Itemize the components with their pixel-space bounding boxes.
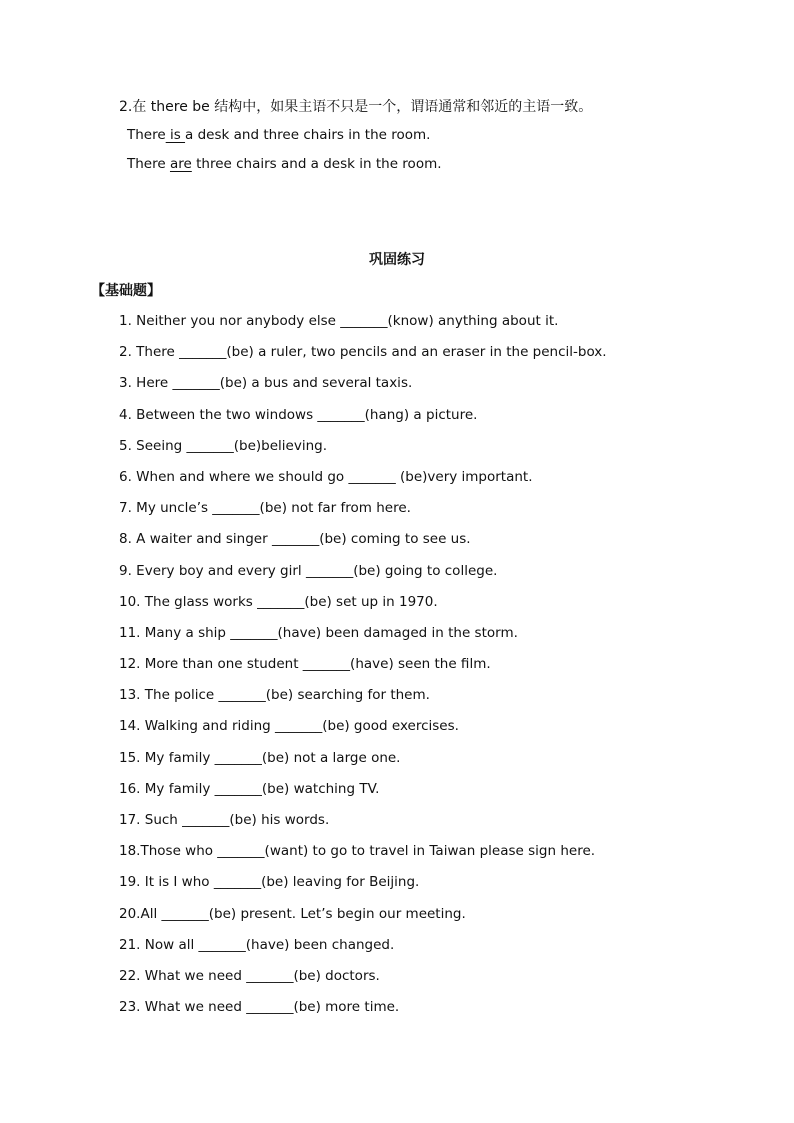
example-1-verb: is [165, 127, 186, 143]
exercise-item: 7. My uncle’s _______(be) not far from here. [119, 500, 411, 517]
exercise-item: 19. It is I who _______(be) leaving for Beijing. [119, 874, 420, 891]
example-1-end: a desk and three chairs in the room. [185, 127, 431, 143]
exercise-item: 1. Neither you nor anybody else _______(know) anything about it. [119, 313, 559, 329]
exercise-item: 5. Seeing _______(be)believing. [119, 437, 328, 454]
exercise-item: 21. Now all _______(have) been changed. [119, 936, 395, 953]
exercise-item: 13. The police _______(be) searching for them. [119, 687, 430, 704]
example-2-start: There [127, 156, 170, 172]
practice-title: 巩固练习 [369, 252, 425, 268]
exercise-item: 17. Such _______(be) his words. [119, 812, 330, 828]
exercise-item: 20.All _______(be) present. Let’s begin our meeting. [119, 905, 466, 922]
example-1-start: There [127, 127, 166, 143]
exercise-item: 8. A waiter and singer _______(be) coming to see us. [119, 531, 471, 548]
exercise-item: 11. Many a ship _______(have) been damaged in the storm. [119, 624, 518, 641]
exercise-item: 18.Those who _______(want) to go to travel in Taiwan please sign here. [119, 843, 596, 860]
exercise-item: 23. What we need _______(be) more time. [119, 999, 400, 1016]
exercise-list [119, 312, 607, 1029]
exercise-item: 16. My family _______(be) watching TV. [119, 780, 380, 797]
exercise-item: 2. There _______(be) a ruler, two pencils and an eraser in the pencil-box. [119, 344, 607, 361]
exercise-item: 9. Every boy and every girl _______(be) going to college. [119, 562, 498, 579]
grammar-rule: 2.在 there be 结构中，如果主语不只是一个，谓语通常和邻近的主语一致。 [119, 99, 593, 115]
exercise-item: 4. Between the two windows _______(hang) a picture. [119, 406, 478, 423]
section-heading: 【基础题】 [91, 283, 161, 299]
exercise-item: 6. When and where we should go _______ (be)very important. [119, 468, 533, 485]
exercise-item: 14. Walking and riding _______(be) good exercises. [119, 718, 459, 735]
exercise-item: 12. More than one student _______(have) seen the film. [119, 656, 491, 673]
exercise-item: 22. What we need _______(be) doctors. [119, 967, 380, 984]
exercise-item: 10. The glass works _______(be) set up in 1970. [119, 593, 438, 610]
example-sentence-1 [127, 127, 430, 143]
example-2-verb: are [169, 156, 192, 172]
example-sentence-2 [127, 156, 442, 172]
exercise-item: 15. My family _______(be) not a large one. [119, 749, 401, 766]
exercise-item: 3. Here _______(be) a bus and several taxis. [119, 375, 413, 392]
example-2-end: three chairs and a desk in the room. [191, 156, 442, 172]
